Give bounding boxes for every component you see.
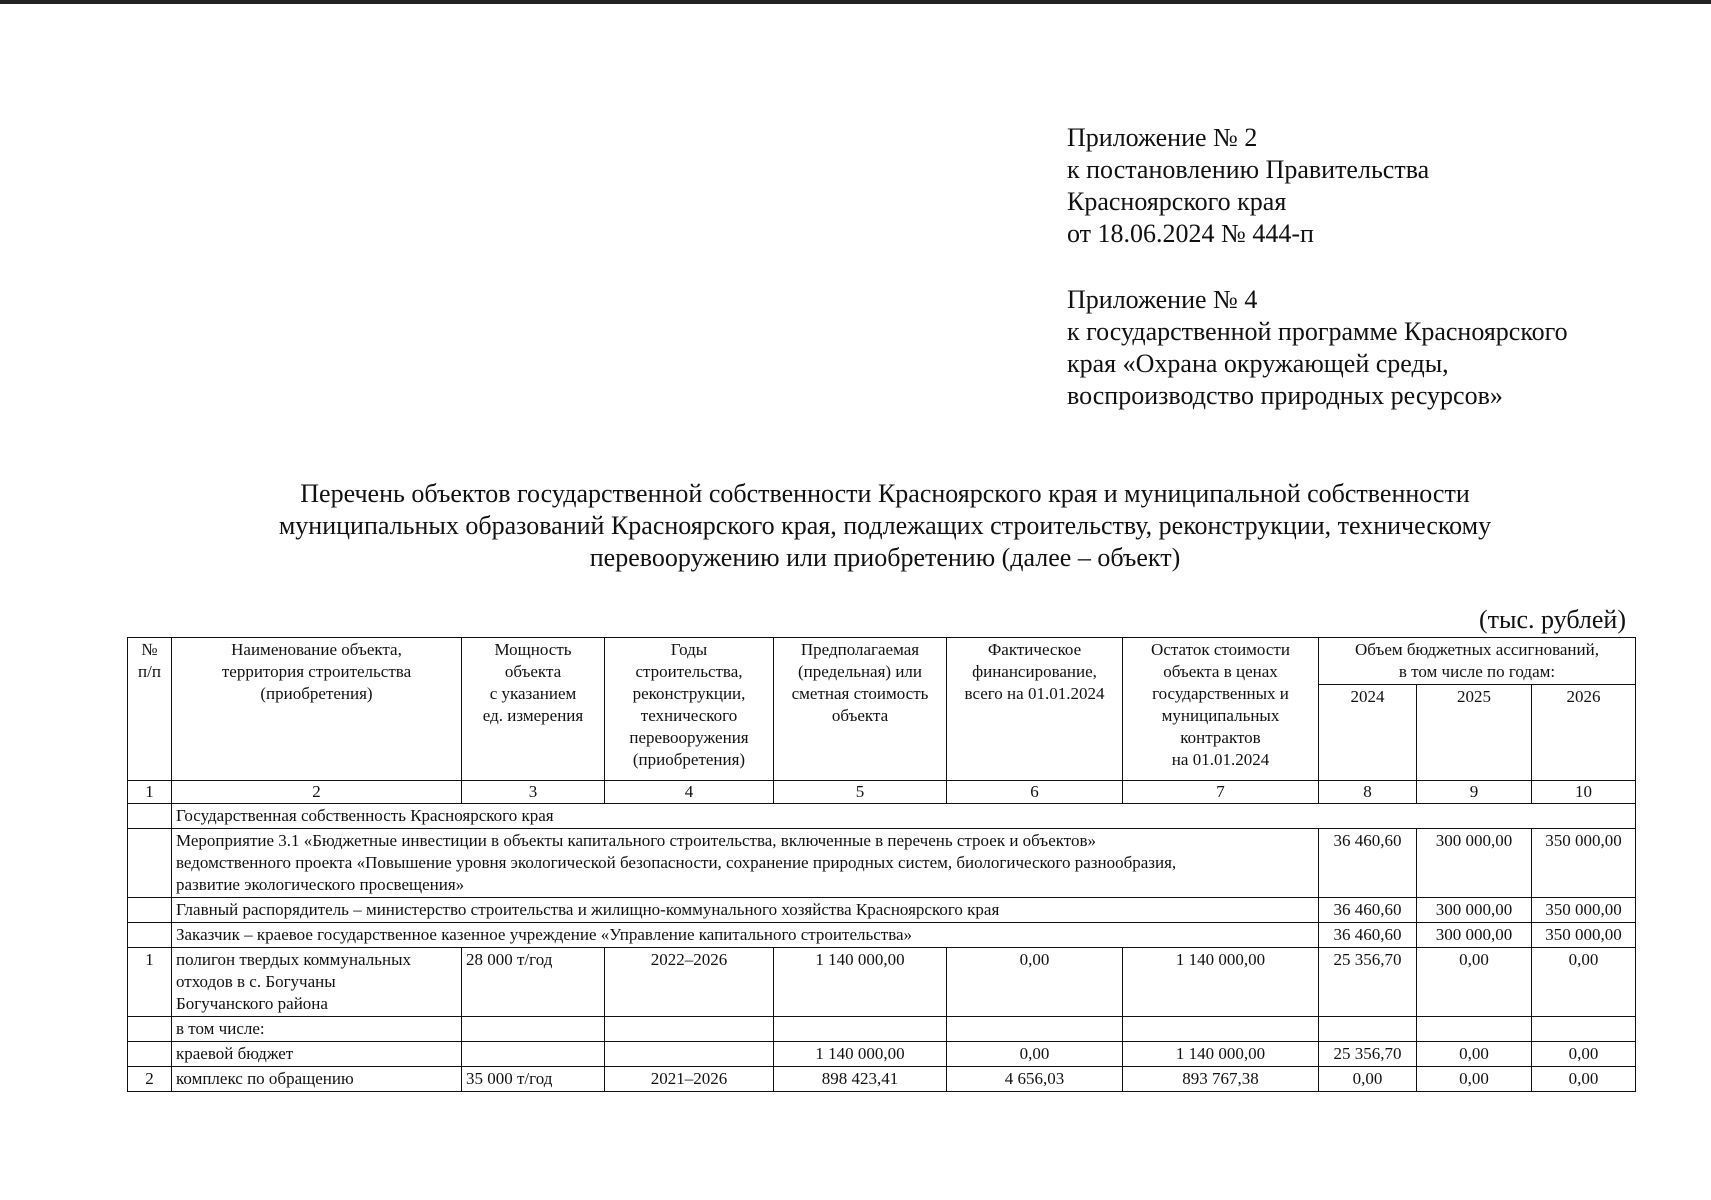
header-text: Остаток стоимости <box>1151 640 1290 659</box>
object-number: 2 <box>128 1067 172 1092</box>
empty-cell <box>1123 1017 1319 1042</box>
header-text: объекта в ценах <box>1163 662 1278 681</box>
value-2026: 0,00 <box>1532 1042 1636 1067</box>
empty-cell <box>1319 1017 1417 1042</box>
header-text: объекта <box>504 662 562 681</box>
appendix-4-heading <box>1067 284 1667 412</box>
object-remainder: 893 767,38 <box>1123 1067 1319 1092</box>
header-year-2024: 2024 <box>1319 685 1417 781</box>
column-number: 2 <box>172 781 462 804</box>
regional-budget-row <box>128 1042 1636 1067</box>
value-2025: 300 000,00 <box>1417 898 1532 923</box>
section-row <box>128 804 1636 829</box>
chief-manager: Главный распорядитель – министерство строительства и жилищно-коммунального хозяйства Красноярского края <box>172 898 1319 923</box>
value-2026: 350 000,00 <box>1532 829 1636 898</box>
object-name: комплекс по обращению <box>172 1067 462 1092</box>
title-line: муниципальных образований Красноярского края, подлежащих строительству, реконструкции, техническому <box>278 511 1492 540</box>
header-text: территория строительства <box>221 662 412 681</box>
header-text: с указанием <box>489 684 577 703</box>
top-border-line <box>0 0 1711 4</box>
header-text: объекта <box>831 706 889 725</box>
empty-cell <box>774 1017 947 1042</box>
column-number: 1 <box>128 781 172 804</box>
header-year-2026: 2026 <box>1532 685 1636 781</box>
value-2026: 350 000,00 <box>1532 923 1636 948</box>
appendix-4-line: края «Охрана окружающей среды, <box>1067 349 1449 378</box>
header-text: на 01.01.2024 <box>1171 750 1270 769</box>
value-2024: 36 460,60 <box>1319 898 1417 923</box>
header-text: п/п <box>138 662 161 681</box>
object-capacity: 28 000 т/год <box>462 948 605 1017</box>
header-text: Наименование объекта, <box>231 640 402 659</box>
empty-cell <box>128 1017 172 1042</box>
header-name <box>172 638 462 781</box>
header-row <box>128 638 1636 685</box>
header-estimated-cost <box>774 638 947 781</box>
column-number: 8 <box>1319 781 1417 804</box>
object-estimated-cost: 898 423,41 <box>774 1067 947 1092</box>
header-remainder <box>1123 638 1319 781</box>
column-number: 4 <box>605 781 774 804</box>
empty-cell <box>128 829 172 898</box>
empty-cell <box>605 1042 774 1067</box>
header-text: (предельная) или <box>797 662 923 681</box>
empty-cell <box>462 1042 605 1067</box>
value-2026: 0,00 <box>1532 948 1636 1017</box>
section-state-property: Государственная собственность Красноярского края <box>172 804 1636 829</box>
object-remainder: 1 140 000,00 <box>1123 948 1319 1017</box>
appendix-2-line: к постановлению Правительства <box>1067 155 1430 184</box>
object-years: 2021–2026 <box>605 1067 774 1092</box>
column-number: 3 <box>462 781 605 804</box>
appendix-4-line: воспроизводство природных ресурсов» <box>1067 381 1503 410</box>
header-text: Объем бюджетных ассигнований, <box>1355 640 1599 659</box>
empty-cell <box>1417 1017 1532 1042</box>
column-number-row <box>128 781 1636 804</box>
header-num <box>128 638 172 781</box>
empty-cell <box>1532 1017 1636 1042</box>
object-remainder: 1 140 000,00 <box>1123 1042 1319 1067</box>
header-text: финансирование, <box>972 662 1097 681</box>
appendix-2-line: Красноярского края <box>1067 187 1287 216</box>
units-note: (тыс. рублей) <box>1478 605 1626 634</box>
appendix-2-heading <box>1067 122 1667 250</box>
measure-line: Мероприятие 3.1 «Бюджетные инвестиции в объекты капитального строительства, включенные в перечень строек и объектов» <box>176 831 1097 850</box>
value-2026: 0,00 <box>1532 1067 1636 1092</box>
header-year-2025: 2025 <box>1417 685 1532 781</box>
header-text: (приобретения) <box>260 684 373 703</box>
header-text: технического <box>640 706 738 725</box>
value-2024: 25 356,70 <box>1319 948 1417 1017</box>
appendix-2-line: от 18.06.2024 № 444-п <box>1067 219 1314 248</box>
column-number: 9 <box>1417 781 1532 804</box>
measure-row <box>128 829 1636 898</box>
object-estimated-cost: 1 140 000,00 <box>774 1042 947 1067</box>
header-text: сметная стоимость <box>791 684 929 703</box>
header-text: Мощность <box>494 640 572 659</box>
object-capacity: 35 000 т/год <box>462 1067 605 1092</box>
value-2024: 36 460,60 <box>1319 923 1417 948</box>
header-text: всего на 01.01.2024 <box>964 684 1105 703</box>
appendix-4-line: Приложение № 4 <box>1067 285 1258 314</box>
object-actual-financing: 0,00 <box>947 1042 1123 1067</box>
empty-cell <box>462 1017 605 1042</box>
header-budget <box>1319 638 1636 685</box>
value-2025: 0,00 <box>1417 948 1532 1017</box>
column-number: 7 <box>1123 781 1319 804</box>
header-text: перевооружения <box>629 728 749 747</box>
objects-table <box>127 637 1636 1092</box>
appendix-2-line: Приложение № 2 <box>1067 123 1258 152</box>
appendix-4-line: к государственной программе Красноярского <box>1067 317 1568 346</box>
object-row <box>128 1067 1636 1092</box>
empty-cell <box>128 1042 172 1067</box>
regional-budget-label: краевой бюджет <box>172 1042 462 1067</box>
customer: Заказчик – краевое государственное казенное учреждение «Управление капитального строительства» <box>172 923 1319 948</box>
header-actual-financing <box>947 638 1123 781</box>
including-row <box>128 1017 1636 1042</box>
object-name <box>172 948 462 1017</box>
empty-cell <box>128 923 172 948</box>
header-text: (приобретения) <box>632 750 746 769</box>
object-actual-financing: 4 656,03 <box>947 1067 1123 1092</box>
measure-description <box>172 829 1319 898</box>
empty-cell <box>128 898 172 923</box>
header-text: ед. измерения <box>482 706 584 725</box>
empty-cell <box>605 1017 774 1042</box>
title-line: Перечень объектов государственной собственности Красноярского края и муниципальной собственности <box>300 479 1470 508</box>
value-2025: 300 000,00 <box>1417 829 1532 898</box>
column-number: 5 <box>774 781 947 804</box>
header-text: государственных и <box>1152 684 1289 703</box>
value-2025: 0,00 <box>1417 1067 1532 1092</box>
document-title <box>120 478 1650 574</box>
manager-row <box>128 898 1636 923</box>
header-text: Фактическое <box>987 640 1082 659</box>
empty-cell <box>128 804 172 829</box>
customer-row <box>128 923 1636 948</box>
object-actual-financing: 0,00 <box>947 948 1123 1017</box>
value-2025: 300 000,00 <box>1417 923 1532 948</box>
header-text: № <box>141 640 158 659</box>
title-line: перевооружению или приобретению (далее – объект) <box>589 543 1181 572</box>
object-years: 2022–2026 <box>605 948 774 1017</box>
header-text: контрактов <box>1180 728 1261 747</box>
header-text: Предполагаемая <box>800 640 920 659</box>
header-years <box>605 638 774 781</box>
value-2024: 0,00 <box>1319 1067 1417 1092</box>
including-label: в том числе: <box>172 1017 462 1042</box>
header-text: Годы <box>670 640 708 659</box>
measure-line: развитие экологического просвещения» <box>176 875 465 894</box>
header-text: муниципальных <box>1161 706 1280 725</box>
object-estimated-cost: 1 140 000,00 <box>774 948 947 1017</box>
object-name-line: Богучанского района <box>176 994 328 1013</box>
object-row <box>128 948 1636 1017</box>
object-name-line: полигон твердых коммунальных <box>176 950 411 969</box>
value-2026: 350 000,00 <box>1532 898 1636 923</box>
column-number: 10 <box>1532 781 1636 804</box>
object-name-line: отходов в с. Богучаны <box>176 972 336 991</box>
object-number: 1 <box>128 948 172 1017</box>
header-text: строительства, <box>635 662 743 681</box>
value-2024: 36 460,60 <box>1319 829 1417 898</box>
value-2024: 25 356,70 <box>1319 1042 1417 1067</box>
header-text: реконструкции, <box>632 684 746 703</box>
measure-line: ведомственного проекта «Повышение уровня экологической безопасности, сохранение природных систем, биологического разнообразия, <box>176 853 1177 872</box>
value-2025: 0,00 <box>1417 1042 1532 1067</box>
header-capacity <box>462 638 605 781</box>
header-text: в том числе по годам: <box>1398 662 1556 681</box>
empty-cell <box>947 1017 1123 1042</box>
column-number: 6 <box>947 781 1123 804</box>
